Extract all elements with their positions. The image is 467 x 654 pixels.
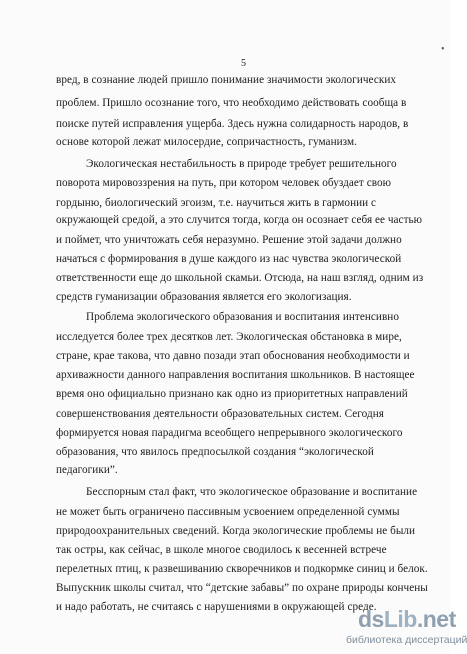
text-line: природоохранительных сведений. Когда экологические проблемы не были [56,525,416,537]
text-line: основе которой лежат милосердие, сопричастность, гуманизм. [56,136,357,148]
text-line: вред, в сознание людей пришло понимание значимости экологических [56,74,397,86]
corner-mark: • [441,44,445,55]
text-line: начаться с формирования в душе каждого из нас чувства экологической [56,253,402,265]
text-line: и надо работать, не считаясь с нарушениями в окружающей среде. [56,601,377,613]
watermark [346,606,467,654]
text-line: окружающей средой, а это случится тогда, когда он осознает себя ее частью [56,214,423,226]
text-line: ответственности еще до школьной скамьи. Отсюда, на наш взгляд, одним из [56,272,424,284]
paragraph-start-line: Проблема экологического образования и воспитания интенсивно [86,311,399,323]
text-line: формируется новая парадигма всеобщего непрерывного экологического [56,427,403,439]
text-line: образования, что явилось предпосылкой создания “экологической [56,446,374,458]
paragraph-start-line: Экологическая нестабильность в природе требует решительного [86,158,397,170]
text-line: не может быть ограничено пассивным усвоением определенной суммы [56,506,400,518]
watermark-logo: dsLib.net [358,606,456,632]
text-line: Выпускник школы считал, что “детские забавы” по охране природы кончены [56,582,428,594]
text-line: совершенствования деятельности образовательных систем. Сегодня [56,408,384,420]
text-line: время оно официально признано как одно из приоритетных направлений [56,388,408,400]
text-line: архиважности данного направления воспитания школьников. В настоящее [56,369,415,381]
text-line: педагогики”. [56,464,118,476]
text-line: средств гуманизации образования является его экологизация. [56,291,352,303]
text-line: гордыню, биологический эгоизм, т.е. научиться жить в гармонии с [56,197,377,209]
text-line: проблем. Пришло осознание того, что необходимо действовать сообща в [56,97,407,109]
text-line: так остры, как сейчас, в школе многое сводилось к весенней встрече [56,544,387,556]
text-line: перелетных птиц, к развешиванию скворечников и подкормке синиц и белок. [56,563,428,575]
watermark-subtitle: библиотека диссертаций [346,634,467,646]
text-line: и поймет, что уничтожать себя неразумно. Решение этой задачи должно [56,234,402,246]
text-line: поиске путей исправления ущерба. Здесь нужна солидарность народов, в [56,118,409,130]
page-number: 5 [241,58,246,69]
text-line: исследуется более трех десятков лет. Экологическая обстановка в мире, [56,331,402,343]
paragraph-start-line: Бесспорным стал факт, что экологическое образование и воспитание [86,486,418,498]
text-line: стране, крае такова, что давно позади этап обоснования необходимости и [56,350,410,362]
text-line: поворота мировоззрения на путь, при котором человек обуздает свою [56,177,392,189]
